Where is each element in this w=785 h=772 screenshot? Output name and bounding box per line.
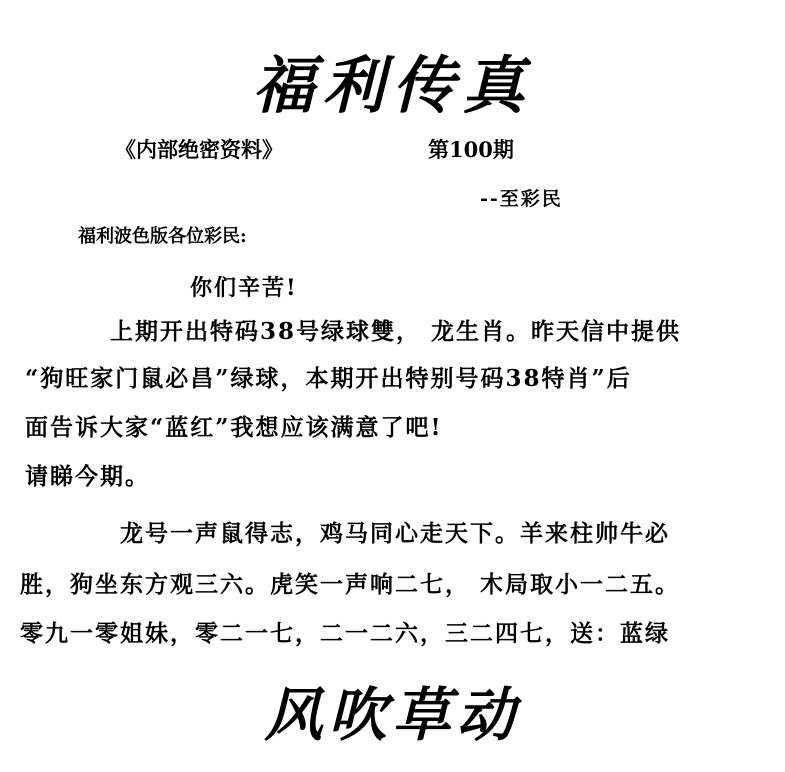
issue-number: 第100期 (428, 137, 514, 162)
page-title: 福利传真 (252, 49, 533, 122)
body-line: 面告诉大家“蓝红”我想应该满意了吧! (25, 414, 443, 441)
footer-slogan: 风吹草动 (264, 681, 521, 749)
addressee-line: --至彩民 (480, 188, 563, 210)
body-line: “狗旺家门鼠必昌”绿球，本期开出特别号码38特肖”后 (25, 365, 632, 392)
poem-line: 龙号一声鼠得志，鸡马同心走天下。羊来柱帅牛必 (120, 520, 670, 547)
poem-line: 胜，狗坐东方观三六。虎笑一声响二七， 木局取小一二五。 (20, 571, 681, 598)
sub-greeting: 你们辛苦! (190, 275, 298, 301)
greeting: 福利波色版各位彩民: (78, 226, 247, 247)
poem-line: 零九一零姐妹，零二一七，二一二六，三二四七，送：蓝绿 (20, 620, 670, 647)
body-line: 请睇今期。 (25, 463, 150, 490)
body-line: 上期开出特码38号绿球雙， 龙生肖。昨天信中提供 (110, 318, 682, 345)
confidential-label: 《内部绝密资料》 (115, 137, 283, 162)
